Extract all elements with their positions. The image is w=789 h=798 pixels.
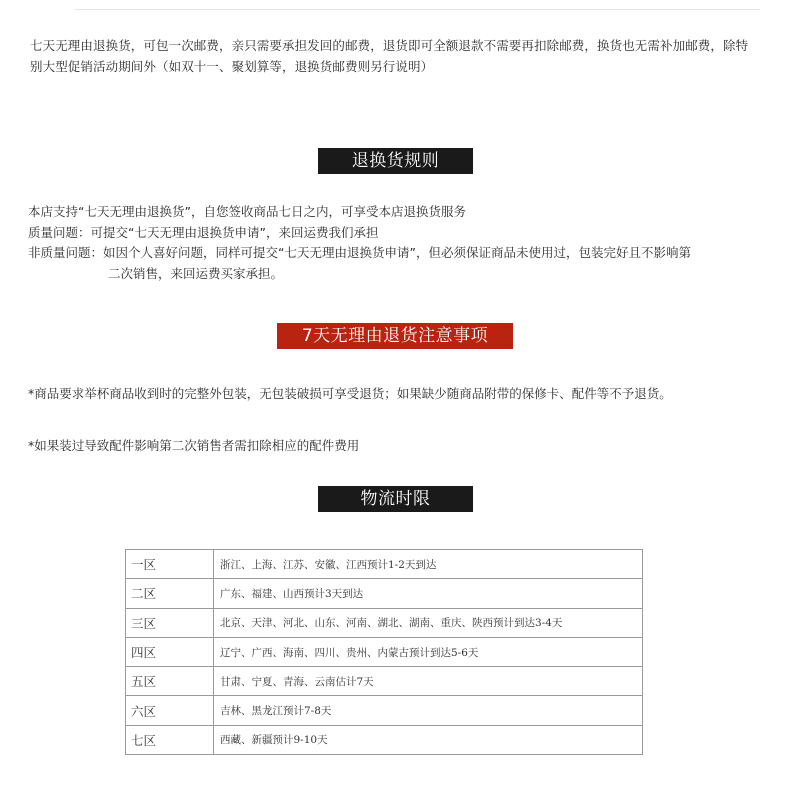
rule-line-non-quality-cont: 二次销售，来回运费买家承担。	[108, 265, 284, 281]
return-rules-banner: 退换货规则	[318, 148, 473, 174]
zone-cell: 三区	[126, 608, 214, 637]
rule-line-support: 本店支持“七天无理由退换货”，自您签收商品七日之内，可享受本店退换货服务	[28, 204, 466, 219]
zone-cell: 六区	[126, 696, 214, 725]
delivery-cell: 辽宁、广西、海南、四川、贵州、内蒙古预计到达5-6天	[214, 637, 643, 666]
delivery-cell: 甘肃、宁夏、青海、云南估计7天	[214, 667, 643, 696]
table-row	[126, 637, 643, 666]
table-row	[126, 667, 643, 696]
top-divider	[75, 9, 760, 10]
zone-cell: 二区	[126, 579, 214, 608]
return-rules-text	[28, 202, 768, 284]
notice-packaging: *商品要求举杯商品收到时的完整外包装，无包装破损可享受退货；如果缺少随商品附带的保修卡、配件等不予退货。	[28, 386, 672, 401]
table-row	[126, 725, 643, 754]
logistics-banner: 物流时限	[318, 486, 473, 512]
zone-cell: 五区	[126, 667, 214, 696]
table-row	[126, 696, 643, 725]
delivery-cell: 吉林、黑龙江预计7-8天	[214, 696, 643, 725]
logistics-table	[125, 549, 643, 755]
table-row	[126, 608, 643, 637]
delivery-cell: 广东、福建、山西预计3天到达	[214, 579, 643, 608]
table-row	[126, 550, 643, 579]
table-row	[126, 579, 643, 608]
notice-accessories: *如果装过导致配件影响第二次销售者需扣除相应的配件费用	[28, 438, 360, 453]
delivery-cell: 西藏、新疆预计9-10天	[214, 725, 643, 754]
intro-paragraph: 七天无理由退换货，可包一次邮费，亲只需要承担发回的邮费，退货即可全额退款不需要再扣除邮费，换货也无需补加邮费，除特别大型促销活动期间外（如双十一、聚划算等，退换货邮费则另行说明）	[30, 38, 749, 74]
delivery-cell: 浙江、上海、江苏、安徽、江西预计1-2天到达	[214, 550, 643, 579]
delivery-cell: 北京、天津、河北、山东、河南、湖北、湖南、重庆、陕西预计到达3-4天	[214, 608, 643, 637]
zone-cell: 一区	[126, 550, 214, 579]
zone-cell: 七区	[126, 725, 214, 754]
rule-line-non-quality: 非质量问题：如因个人喜好问题，同样可提交“七天无理由退换货申请”，但必须保证商品未使用过，包装完好且不影响第	[28, 245, 691, 260]
rule-line-quality: 质量问题：可提交“七天无理由退换货申请”，来回运费我们承担	[28, 224, 379, 240]
notice-banner: 7天无理由退货注意事项	[277, 323, 513, 349]
zone-cell: 四区	[126, 637, 214, 666]
